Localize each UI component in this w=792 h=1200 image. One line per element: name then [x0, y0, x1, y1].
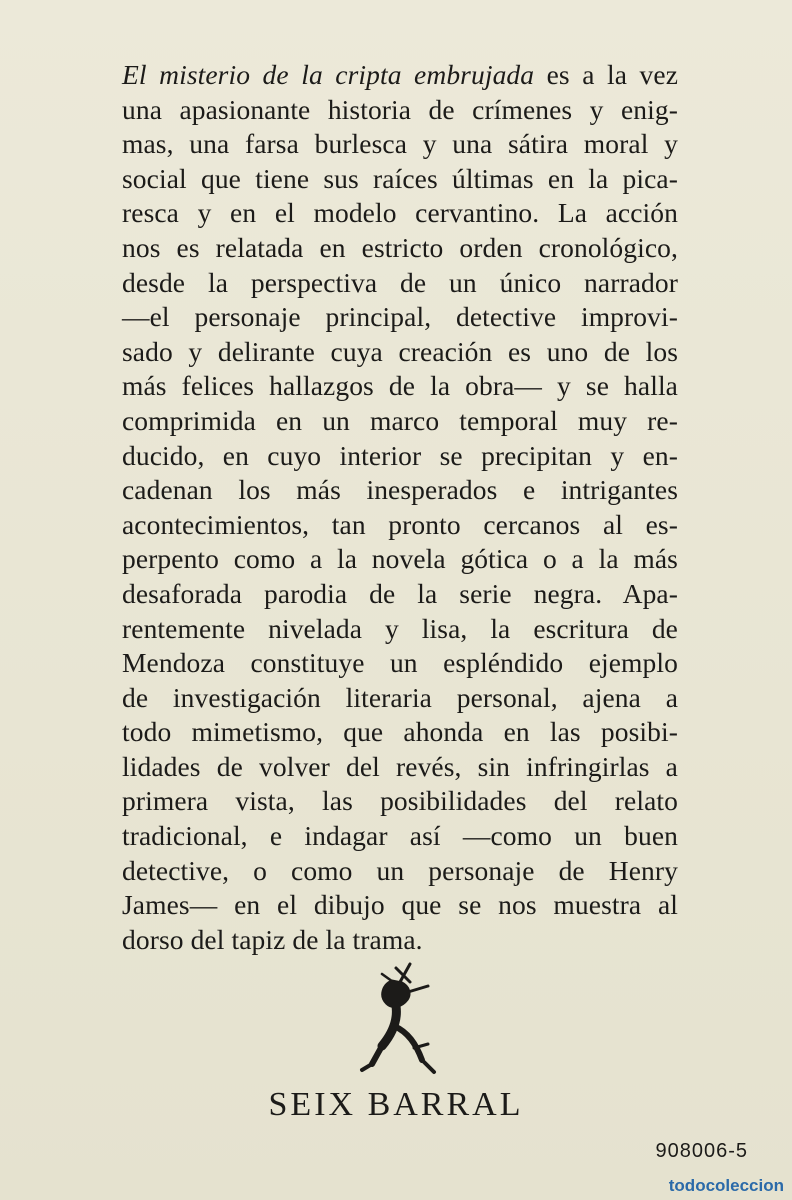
blurb-line: mas, una farsa burlesca y una sátira moral y: [122, 128, 678, 160]
blurb-line: sado y delirante cuya creación es uno de los: [122, 335, 678, 367]
blurb-line: de investigación literaria personal, ajena a: [122, 681, 678, 713]
blurb-line: nos es relatada en estricto orden cronológico,: [122, 231, 678, 263]
blurb-line: acontecimientos, tan pronto cercanos al es-: [122, 508, 678, 540]
blurb-line: ducido, en cuyo interior se precipitan y en-: [122, 439, 678, 471]
blurb-line: —el personaje principal, detective improvi-: [122, 301, 678, 333]
blurb-line: social que tiene sus raíces últimas en la pica-: [122, 162, 678, 194]
blurb-line: lidades de volver del revés, sin infringirlas a: [122, 750, 678, 782]
catalog-number: 908006-5: [655, 1140, 748, 1162]
blurb-line: Mendoza constituye un espléndido ejemplo: [122, 647, 678, 679]
blurb-line: comprimida en un marco temporal muy re-: [122, 404, 678, 436]
blurb-line: resca y en el modelo cervantino. La acción: [122, 197, 678, 229]
blurb-line: desaforada parodia de la serie negra. Apa-: [122, 577, 678, 609]
blurb-line: todo mimetismo, que ahonda en las posibi-: [122, 716, 678, 748]
seix-barral-tree-logo-icon: [352, 960, 448, 1080]
blurb-line: tradicional, e indagar así —como un buen: [122, 820, 678, 852]
watermark: todocoleccion: [668, 1176, 784, 1195]
blurb-line: [122, 58, 678, 93]
book-title-italic: El misterio de la cripta embrujada: [122, 59, 535, 90]
blurb-line: más felices hallazgos de la obra— y se halla: [122, 370, 678, 402]
blurb-line: James— en el dibujo que se nos muestra al: [122, 889, 678, 921]
blurb-line: detective, o como un personaje de Henry: [122, 854, 678, 886]
blurb-line: perpento como a la novela gótica o a la más: [122, 543, 678, 575]
blurb-line: desde la perspectiva de un único narrador: [122, 266, 678, 298]
blurb-text: [122, 58, 678, 957]
blurb-line: rentemente nivelada y lisa, la escritura de: [122, 612, 678, 644]
publisher-name: SEIX BARRAL: [268, 1086, 524, 1123]
blurb-line: una apasionante historia de crímenes y enig-: [122, 93, 678, 125]
blurb-line: dorso del tapiz de la trama.: [122, 923, 423, 955]
blurb-line: primera vista, las posibilidades del relato: [122, 785, 678, 817]
blurb-line-rest: es a la vez: [534, 59, 679, 90]
blurb-line: cadenan los más inesperados e intrigantes: [122, 474, 678, 506]
